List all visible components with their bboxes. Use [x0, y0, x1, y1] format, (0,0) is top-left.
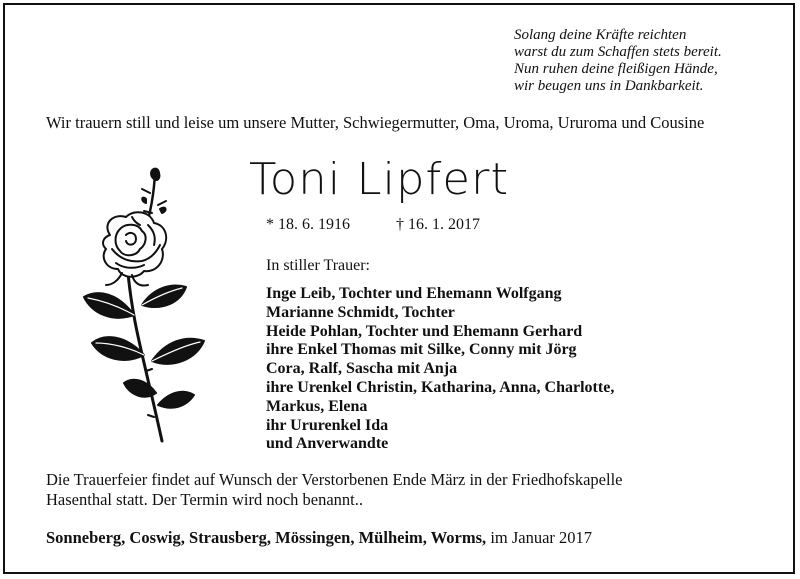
list-item: Marianne Schmidt, Tochter: [266, 303, 455, 321]
ceremony-line: Die Trauerfeier findet auf Wunsch der Verstorbenen Ende März in der Friedhofskapelle: [46, 470, 623, 489]
poem-line: wir beugen uns in Dankbarkeit.: [514, 78, 704, 94]
rose-icon: [62, 165, 212, 445]
life-dates: [266, 216, 480, 234]
footer-date: im Januar 2017: [486, 528, 593, 547]
grief-label: In stiller Trauer:: [266, 257, 370, 274]
birth-date: * 18. 6. 1916: [266, 216, 350, 233]
mourners-list: [266, 285, 614, 454]
intro-text: Wir trauern still und leise um unsere Mutter, Schwiegermutter, Oma, Uroma, Ururoma und Cousine: [46, 113, 705, 132]
ceremony-notice: [46, 470, 756, 510]
list-item: ihre Urenkel Christin, Katharina, Anna, Charlotte,: [266, 378, 615, 396]
list-item: Heide Pohlan, Tochter und Ehemann Gerhard: [266, 322, 583, 340]
list-item: ihr Ururenkel Ida: [266, 416, 389, 434]
list-item: Cora, Ralf, Sascha mit Anja: [266, 360, 458, 378]
list-item: ihre Enkel Thomas mit Silke, Conny mit Jörg: [266, 341, 577, 359]
deceased-name: Toni Lipfert: [249, 154, 510, 205]
list-item: Inge Leib, Tochter und Ehemann Wolfgang: [266, 285, 562, 302]
death-date: † 16. 1. 2017: [396, 216, 480, 233]
list-item: Markus, Elena: [266, 397, 368, 415]
list-item: und Anverwandte: [266, 435, 389, 453]
poem-line: Nun ruhen deine fleißigen Hände,: [514, 61, 718, 77]
footer-places: Sonneberg, Coswig, Strausberg, Mössingen, Mülheim, Worms,: [46, 528, 487, 547]
poem-line: Solang deine Kräfte reichten: [514, 27, 687, 43]
footer-line: [46, 528, 592, 548]
poem-line: warst du zum Schaffen stets bereit.: [514, 44, 722, 60]
ceremony-line: Hasenthal statt. Der Termin wird noch benannt..: [46, 490, 363, 509]
poem: [514, 27, 784, 95]
